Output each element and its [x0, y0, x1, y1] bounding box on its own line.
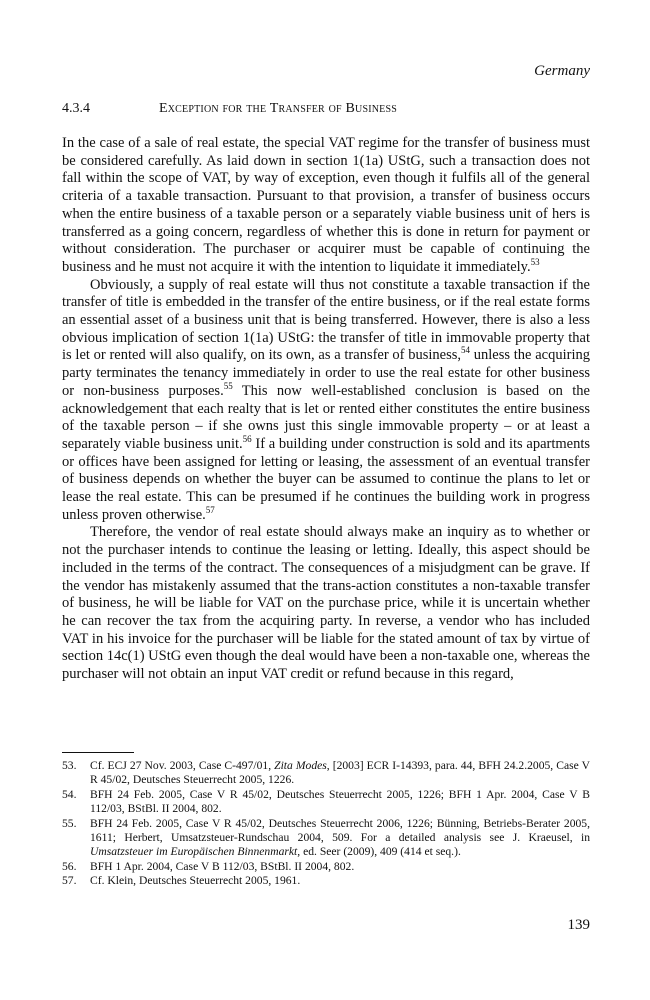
footnote-text [90, 817, 590, 860]
paragraph [62, 135, 590, 277]
page-number: 139 [567, 917, 590, 933]
section-title: Exception for the Transfer of Business [159, 101, 397, 116]
body-text [62, 135, 590, 684]
section-number: 4.3.4 [62, 101, 90, 116]
paragraph [62, 277, 590, 525]
footnote [62, 817, 590, 860]
footnote-text-run: BFH 1 Apr. 2004, Case V B 112/03, BStBl. II 2004, 802. [90, 859, 355, 873]
footnote-number: 54. [62, 787, 77, 801]
footnote-text-run: Cf. Klein, Deutsches Steuerrecht 2005, 1961. [90, 874, 301, 888]
paragraph-text: This now well-established conclusion is based on the acknowledgement that each realty that is let or rented either constitutes the entire business of the taxable person – if she owns just this single immovable property – or at least a separately viable business unit. [62, 382, 590, 452]
footnote-text [90, 788, 590, 817]
footnote-text [90, 874, 590, 888]
footnote-number: 53. [62, 759, 77, 772]
footnote-ref: 57 [205, 504, 215, 515]
paragraph-text: Obviously, a supply of real estate will thus not constitute a taxable transaction if the transfer of title is embedded in the transfer of the entire business, or if the real estate forms an essential asset of a business unit that is being transferred. However, there is also a less obvious implication of section 1(1a) UStG: the transfer of title in immovable property that is let or rented will also qualify, on its own, as a transfer of business, [62, 276, 590, 364]
footnote [62, 788, 590, 817]
footnote-rule [62, 752, 134, 753]
running-head: Germany [534, 63, 590, 79]
footnote-ref: 54 [461, 345, 471, 356]
section-heading [62, 101, 397, 117]
footnote [62, 874, 590, 888]
paragraph-text: unless the acquiring party terminates the tenancy immediately in order to use the real estate for other business or non-business purposes. [62, 347, 590, 399]
footnote-text-run: Cf. ECJ 27 Nov. 2003, Case C-497/01, [90, 759, 275, 772]
paragraph-text: In the case of a sale of real estate, the special VAT regime for the transfer of business must be considered carefully. As laid down in section 1(1a) UStG, such a transaction does not fall within the scope of VAT, by way of exception, even though it fulfils all of the general criteria of a taxable transaction. Pursuant to that provision, a transfer of business occurs when the entire business of a taxable person or a separately viable business unit of hers is transferred as a going concern, regardless of whether this is done in return for payment or without consideration. The purchaser or acquirer must be capable of continuing the business and he must not acquire it with the intention to liquidate it immediately. [62, 135, 590, 275]
footnote-text [90, 759, 590, 788]
footnote-text-run: BFH 24 Feb. 2005, Case V R 45/02, Deutsches Steuerrecht 2005, 1226; BFH 1 Apr. 2004, Case V B 112/03, BStBl. II 2004, 802. [90, 787, 590, 816]
footnote-ref: 53 [530, 257, 540, 268]
footnote-ref: 55 [223, 381, 233, 392]
footnote-ref: 56 [242, 434, 252, 445]
footnote-italic: Umsatzsteuer im Europäischen Binnenmarkt [90, 845, 298, 859]
footnote-text-run: , ed. Seer (2009), 409 (414 et seq.). [297, 845, 461, 859]
footnotes [62, 759, 590, 889]
footnote [62, 759, 590, 788]
footnote [62, 860, 590, 874]
footnote-number: 56. [62, 859, 77, 873]
paragraph-text: If a building under construction is sold and its apartments or offices have been assigned for letting or leasing, the assessment of an eventual transfer of business depends on whether the buyer can be assumed to continue the plans to let or lease the real estate. This can be presumed if he continues the building work in progress unless proven otherwise. [62, 435, 591, 523]
footnote-number: 57. [62, 874, 77, 888]
footnote-text [90, 860, 590, 874]
paragraph [62, 524, 590, 683]
footnote-number: 55. [62, 816, 77, 830]
paragraph-text: Therefore, the vendor of real estate should always make an inquiry as to whether or not the purchaser intends to continue the leasing or letting. Ideally, this aspect should be included in the terms of the contract. The consequences of a misjudgment can be grave. If the vendor has mistakenly assumed that the trans-action constitutes a non-taxable transfer of business, he will be liable for VAT on the purchase price, while it is uncertain whether he can recover the tax from the acquiring party. In reverse, a vendor who has included VAT in his invoice for the purchaser will be liable for the stated amount of tax by virtue of section 14c(1) UStG even though the deal would have been a non-taxable one, whereas the purchaser will not obtain an input VAT credit or refund because in this regard, [62, 524, 590, 683]
footnote-italic: Zita Modes [274, 759, 327, 772]
footnote-text-run: , [2003] ECR I-14393, para. 44, BFH 24.2.2005, Case V R 45/02, Deutsches Steuerrecht 2005, 1226. [90, 759, 590, 787]
footnote-text-run: BFH 24 Feb. 2005, Case V R 45/02, Deutsches Steuerrecht 2006, 1226; Bünning, Betriebs-Berater 2005, 1611; Herbert, Umsatzsteuer-Rundschau 2004, 509. For a detailed analysis see J. Kraeusel, in [90, 816, 590, 845]
